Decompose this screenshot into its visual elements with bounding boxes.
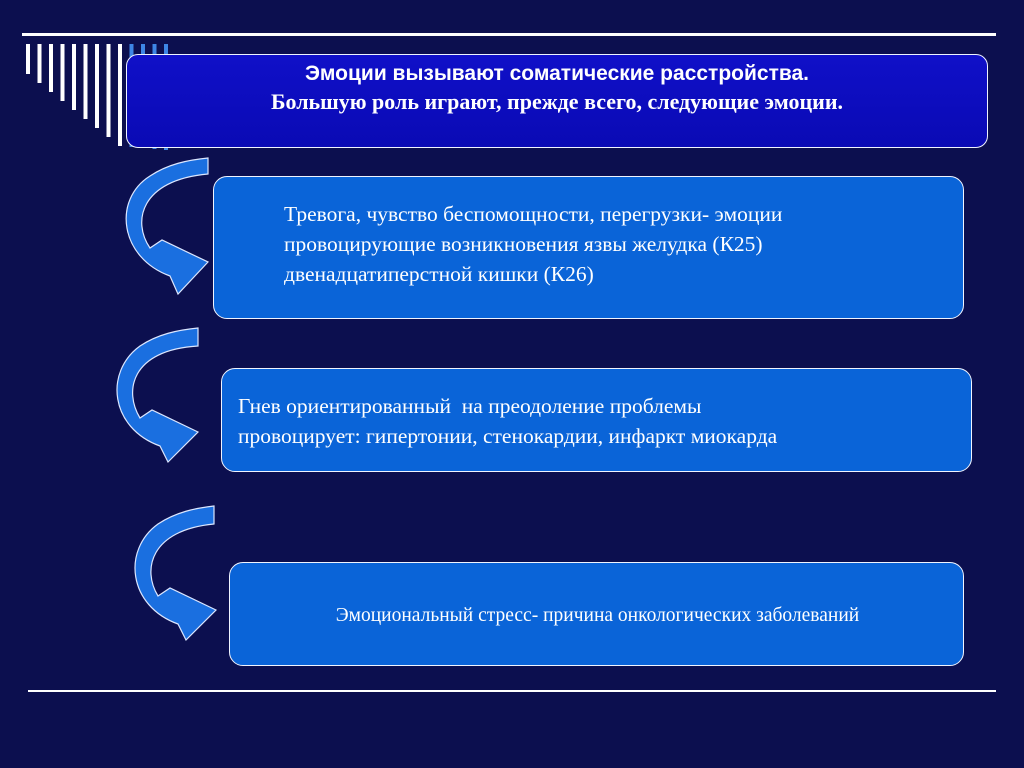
header-line-1: Эмоции вызывают соматические расстройства. xyxy=(304,62,810,85)
text-line: Эмоциональный стресс- причина онкологических заболеваний xyxy=(335,605,860,626)
emotion-item-2-text xyxy=(238,391,963,451)
text-line: Гнев ориентированный на преодоление проблемы xyxy=(238,394,702,418)
emotion-item-1 xyxy=(213,176,964,319)
text-line: провоцирует: гипертонии, стенокардии, инфаркт миокарда xyxy=(238,424,778,448)
text-line: провоцирующие возникновения язвы желудка (К25) xyxy=(284,232,763,256)
emotion-item-2 xyxy=(221,368,972,472)
emotion-item-3 xyxy=(229,562,964,666)
emotion-item-3-text xyxy=(230,601,965,631)
text-line: двенадцатиперстной кишки (К26) xyxy=(284,262,594,286)
text-line: Тревога, чувство беспомощности, перегрузки- эмоции xyxy=(284,202,783,226)
header-line-2: Большую роль играют, прежде всего, следующие эмоции. xyxy=(270,89,844,114)
bottom-rule xyxy=(28,690,996,692)
emotion-item-1-text xyxy=(284,199,954,289)
